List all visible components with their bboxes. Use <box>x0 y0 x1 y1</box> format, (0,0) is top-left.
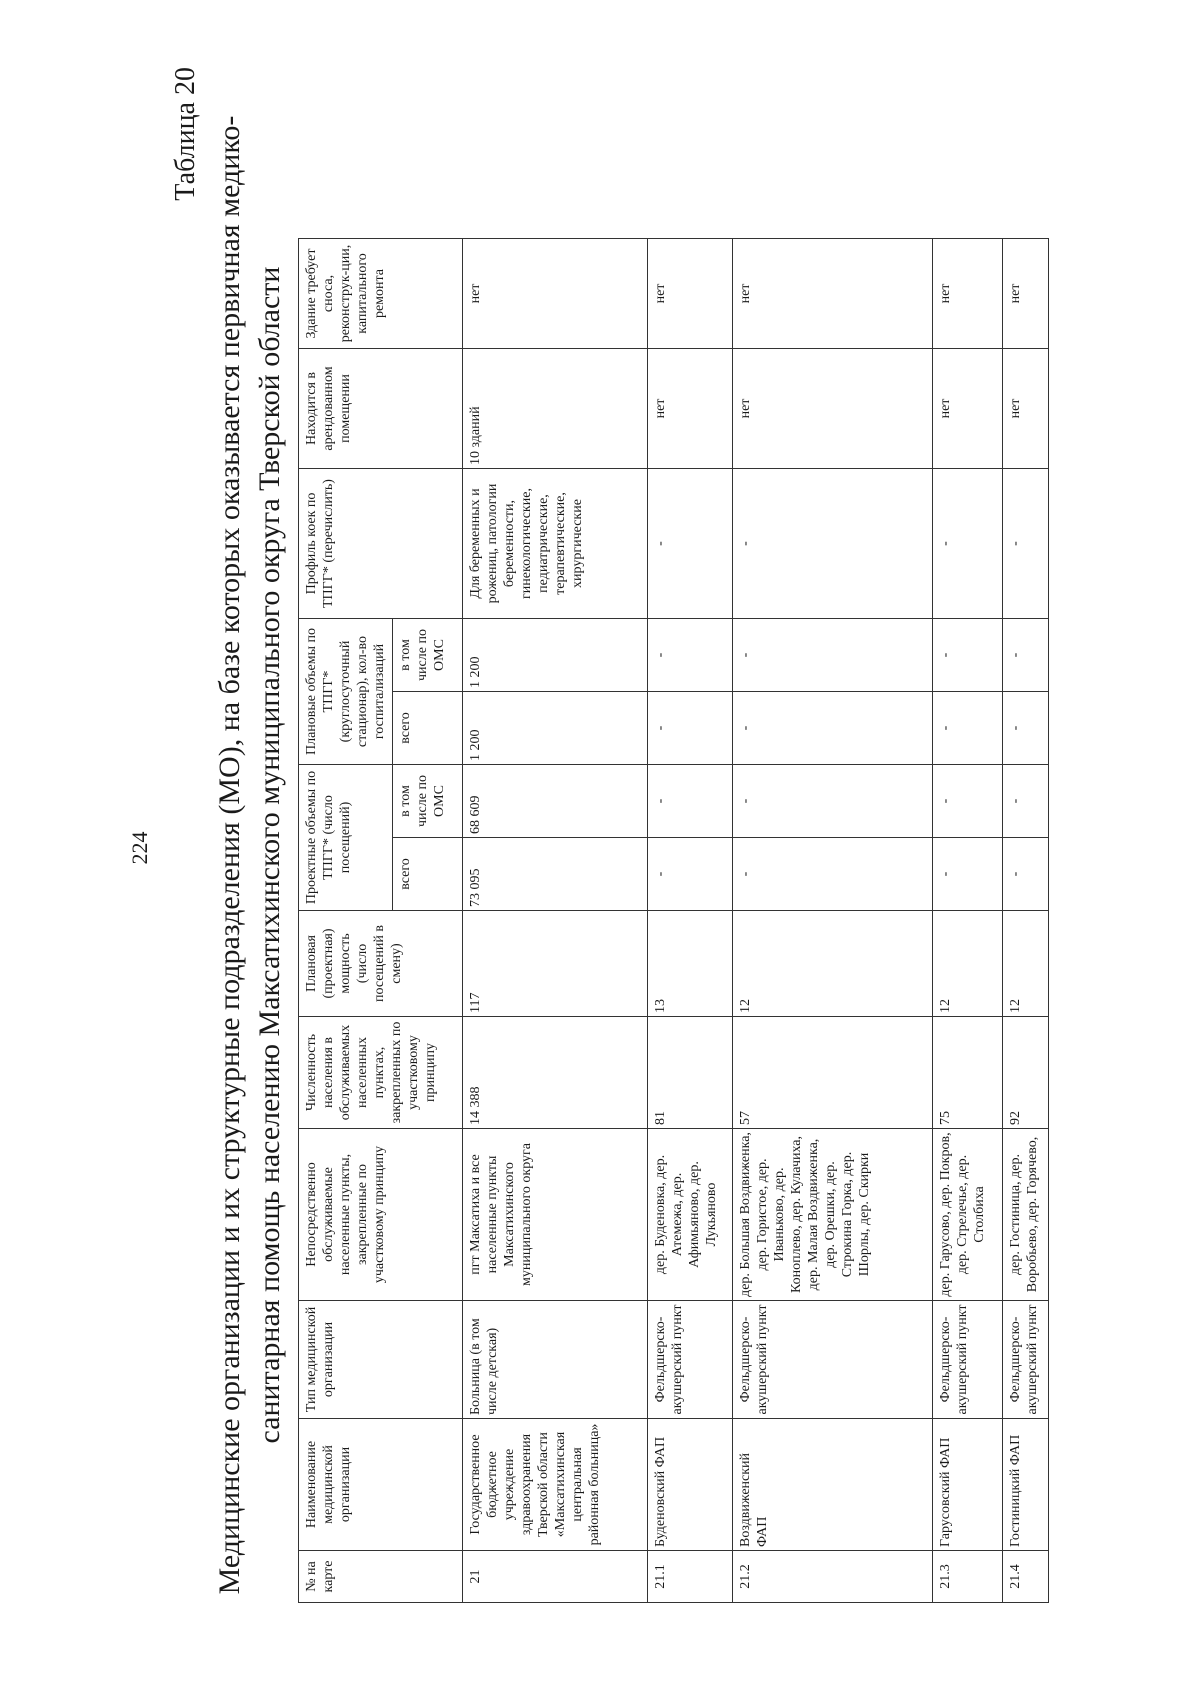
cell-org-type: Фельдшерско-акушерский пункт <box>933 1301 1003 1419</box>
cell-org-type: Фельдшерско-акушерский пункт <box>733 1301 933 1419</box>
table-label: Таблица 20 <box>170 67 201 201</box>
cell-planned-total: 1 200 <box>463 692 648 765</box>
header-org-name: Наименование медицинской организации <box>299 1419 463 1551</box>
cell-project-total: - <box>648 838 733 911</box>
cell-capacity: 12 <box>933 911 1003 1017</box>
header-planned-volumes: Плановые объемы по ТПГГ* (круглосуточный стационар), кол-во госпитализаций <box>299 619 393 765</box>
cell-population: 92 <box>1003 1017 1049 1129</box>
cell-planned-oms: - <box>648 619 733 692</box>
cell-project-total: 73 095 <box>463 838 648 911</box>
table-row <box>648 239 733 1603</box>
cell-org-type: Фельдшерско-акушерский пункт <box>648 1301 733 1419</box>
cell-planned-oms: - <box>1003 619 1049 692</box>
cell-planned-total: - <box>1003 692 1049 765</box>
cell-bed-profile: - <box>648 469 733 619</box>
table-row <box>1003 239 1049 1603</box>
page-title <box>210 55 290 1655</box>
cell-org-name: Воздвиженский ФАП <box>733 1419 933 1551</box>
cell-population: 57 <box>733 1017 933 1129</box>
header-planned-total: всего <box>393 692 463 765</box>
cell-org-type: Больница (в том числе детская) <box>463 1301 648 1419</box>
cell-settlements: дер. Большая Воздвиженка, дер. Гористое, дер. Иваньково, дер. Коноплево, дер. Кулачиха, дер. Малая Воздвиженка, дер. Орешки, дер. Строкина Горка, дер. Шорлы, дер. Скирки <box>733 1129 933 1301</box>
cell-map-no: 21 <box>463 1551 648 1603</box>
header-settlements: Непосредственно обслуживаемые населенные пункты, закрепленные по участковому принципу <box>299 1129 463 1301</box>
cell-project-total: - <box>733 838 933 911</box>
cell-planned-oms: - <box>733 619 933 692</box>
header-bed-profile: Профиль коек по ТПГГ* (перечислить) <box>299 469 463 619</box>
rotated-page-content <box>170 55 1040 1655</box>
cell-capacity: 13 <box>648 911 733 1017</box>
cell-org-name: Гостиницкий ФАП <box>1003 1419 1049 1551</box>
table-row <box>733 239 933 1603</box>
cell-project-oms: 68 609 <box>463 765 648 838</box>
cell-planned-total: - <box>733 692 933 765</box>
cell-planned-oms: - <box>933 619 1003 692</box>
title-line-2: санитарная помощь населению Максатихинского муниципального округа Тверской области <box>253 266 286 1444</box>
cell-capacity: 12 <box>733 911 933 1017</box>
cell-settlements: дер. Буденовка, дер. Атемежа, дер. Афимьяново, дер. Лукьяново <box>648 1129 733 1301</box>
cell-rented: нет <box>1003 349 1049 469</box>
header-org-type: Тип медицинской организации <box>299 1301 463 1419</box>
cell-capacity: 12 <box>1003 911 1049 1017</box>
cell-map-no: 21.2 <box>733 1551 933 1603</box>
cell-bed-profile: Для беременных и рожениц, патологии беременности, гинекологические, педиатрические, терапевтические, хирургические <box>463 469 648 619</box>
header-rented: Находится в арендованном помещении <box>299 349 463 469</box>
cell-org-type: Фельдшерско-акушерский пункт <box>1003 1301 1049 1419</box>
cell-demolition: нет <box>1003 239 1049 349</box>
cell-bed-profile: - <box>933 469 1003 619</box>
header-project-volumes: Проектные объемы по ТПГГ* (число посещений) <box>299 765 393 911</box>
cell-map-no: 21.1 <box>648 1551 733 1603</box>
cell-rented: 10 зданий <box>463 349 648 469</box>
header-capacity: Плановая (проектная) мощность (число посещений в смену) <box>299 911 463 1017</box>
cell-org-name: Гарусовский ФАП <box>933 1419 1003 1551</box>
cell-bed-profile: - <box>1003 469 1049 619</box>
cell-rented: нет <box>648 349 733 469</box>
header-population: Численность населения в обслуживаемых населенных пунктах, закрепленных по участковому принципу <box>299 1017 463 1129</box>
header-project-total: всего <box>393 838 463 911</box>
cell-demolition: нет <box>733 239 933 349</box>
header-planned-oms: в том числе по ОМС <box>393 619 463 692</box>
title-line-1: Медицинские организации и их структурные подразделения (МО), на базе которых оказывается первичная медико- <box>213 115 246 1595</box>
cell-org-name: Буденовский ФАП <box>648 1419 733 1551</box>
header-project-oms: в том числе по ОМС <box>393 765 463 838</box>
cell-demolition: нет <box>933 239 1003 349</box>
header-demolition: Здание требует сноса, реконструк-ции, капитального ремонта <box>299 239 463 349</box>
cell-map-no: 21.4 <box>1003 1551 1049 1603</box>
cell-project-oms: - <box>933 765 1003 838</box>
cell-project-oms: - <box>648 765 733 838</box>
cell-settlements: дер. Гостиница, дер. Воробьево, дер. Горячево, <box>1003 1129 1049 1301</box>
cell-planned-total: - <box>648 692 733 765</box>
cell-rented: нет <box>733 349 933 469</box>
cell-planned-total: - <box>933 692 1003 765</box>
cell-settlements: дер. Гарусово, дер. Покров, дер. Стрелечье, дер. Столбиха <box>933 1129 1003 1301</box>
cell-population: 14 388 <box>463 1017 648 1129</box>
cell-org-name: Государственное бюджетное учреждение здравоохранения Тверской области «Максатихинская центральная районная больница» <box>463 1419 648 1551</box>
cell-bed-profile: - <box>733 469 933 619</box>
cell-settlements: пгт Максатиха и все населенные пункты Максатихинского муниципального округа <box>463 1129 648 1301</box>
cell-project-oms: - <box>1003 765 1049 838</box>
cell-population: 75 <box>933 1017 1003 1129</box>
cell-demolition: нет <box>648 239 733 349</box>
cell-planned-oms: 1 200 <box>463 619 648 692</box>
cell-project-oms: - <box>733 765 933 838</box>
page-number: 224 <box>127 831 152 865</box>
table-row <box>933 239 1003 1603</box>
mo-table <box>298 238 1049 1603</box>
cell-project-total: - <box>933 838 1003 911</box>
cell-population: 81 <box>648 1017 733 1129</box>
cell-capacity: 117 <box>463 911 648 1017</box>
cell-demolition: нет <box>463 239 648 349</box>
cell-project-total: - <box>1003 838 1049 911</box>
cell-map-no: 21.3 <box>933 1551 1003 1603</box>
table-row <box>463 239 648 1603</box>
header-map-no: № на карте <box>299 1551 463 1603</box>
cell-rented: нет <box>933 349 1003 469</box>
